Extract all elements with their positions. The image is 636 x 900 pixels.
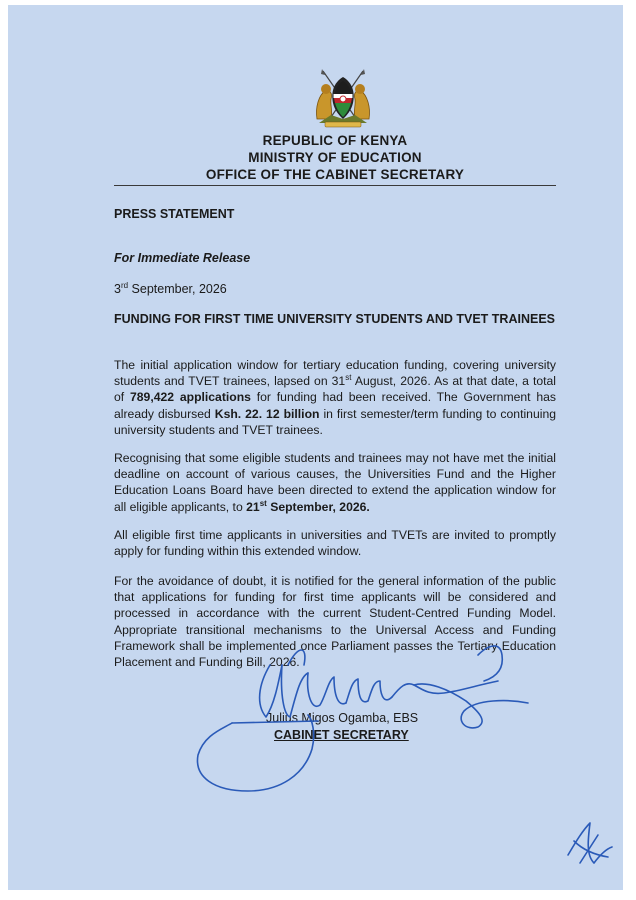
letterhead-line-2: MINISTRY OF EDUCATION — [248, 150, 422, 165]
signatory-title: CABINET SECRETARY — [274, 728, 409, 742]
statement-heading: FUNDING FOR FIRST TIME UNIVERSITY STUDENTS AND TVET TRAINEES — [114, 312, 555, 326]
paragraph-4: For the avoidance of doubt, it is notified for the general information of the public that applications for funding for first time applicants will be considered and processed in accordance with the current Student-Centred Funding Model. Appropriate transitional mechanisms to the Universal Access and Funding Framework shall be implemented once Parliament passes the Tertiary Education Placement and Funding Bill, 2026. — [114, 574, 556, 670]
paragraph-3: All eligible first time applicants in universities and TVETs are invited to promptly apply for funding within this extended window. — [114, 528, 556, 559]
release-label: For Immediate Release — [114, 251, 251, 265]
kenya-coat-of-arms-icon — [311, 67, 375, 131]
letterhead-line-1: REPUBLIC OF KENYA — [262, 133, 408, 148]
paragraph-1: The initial application window for tertiary education funding, covering university students and TVET trainees, lapsed on 31st August, 2026. As at that date, a total of 789,422 applications for funding had been received. The Government has already disbursed Ksh. 22. 12 billion in first semester/term funding to continuing university students and TVET trainees. — [114, 358, 556, 437]
letterhead-divider — [114, 185, 556, 186]
statement-date: 3rd September, 2026 — [114, 281, 227, 297]
press-statement-label: PRESS STATEMENT — [114, 207, 235, 221]
paragraph-2: Recognising that some eligible students and trainees may not have met the initial deadline on account of various causes, the Universities Fund and the Higher Education Loans Board have been directed to extend the application window for all eligible applicants, to 21st September, 2026. — [114, 451, 556, 514]
letterhead-line-3: OFFICE OF THE CABINET SECRETARY — [205, 167, 465, 182]
press-statement-page — [8, 5, 623, 890]
signatory-name: Julius Migos Ogamba, EBS — [266, 711, 419, 725]
